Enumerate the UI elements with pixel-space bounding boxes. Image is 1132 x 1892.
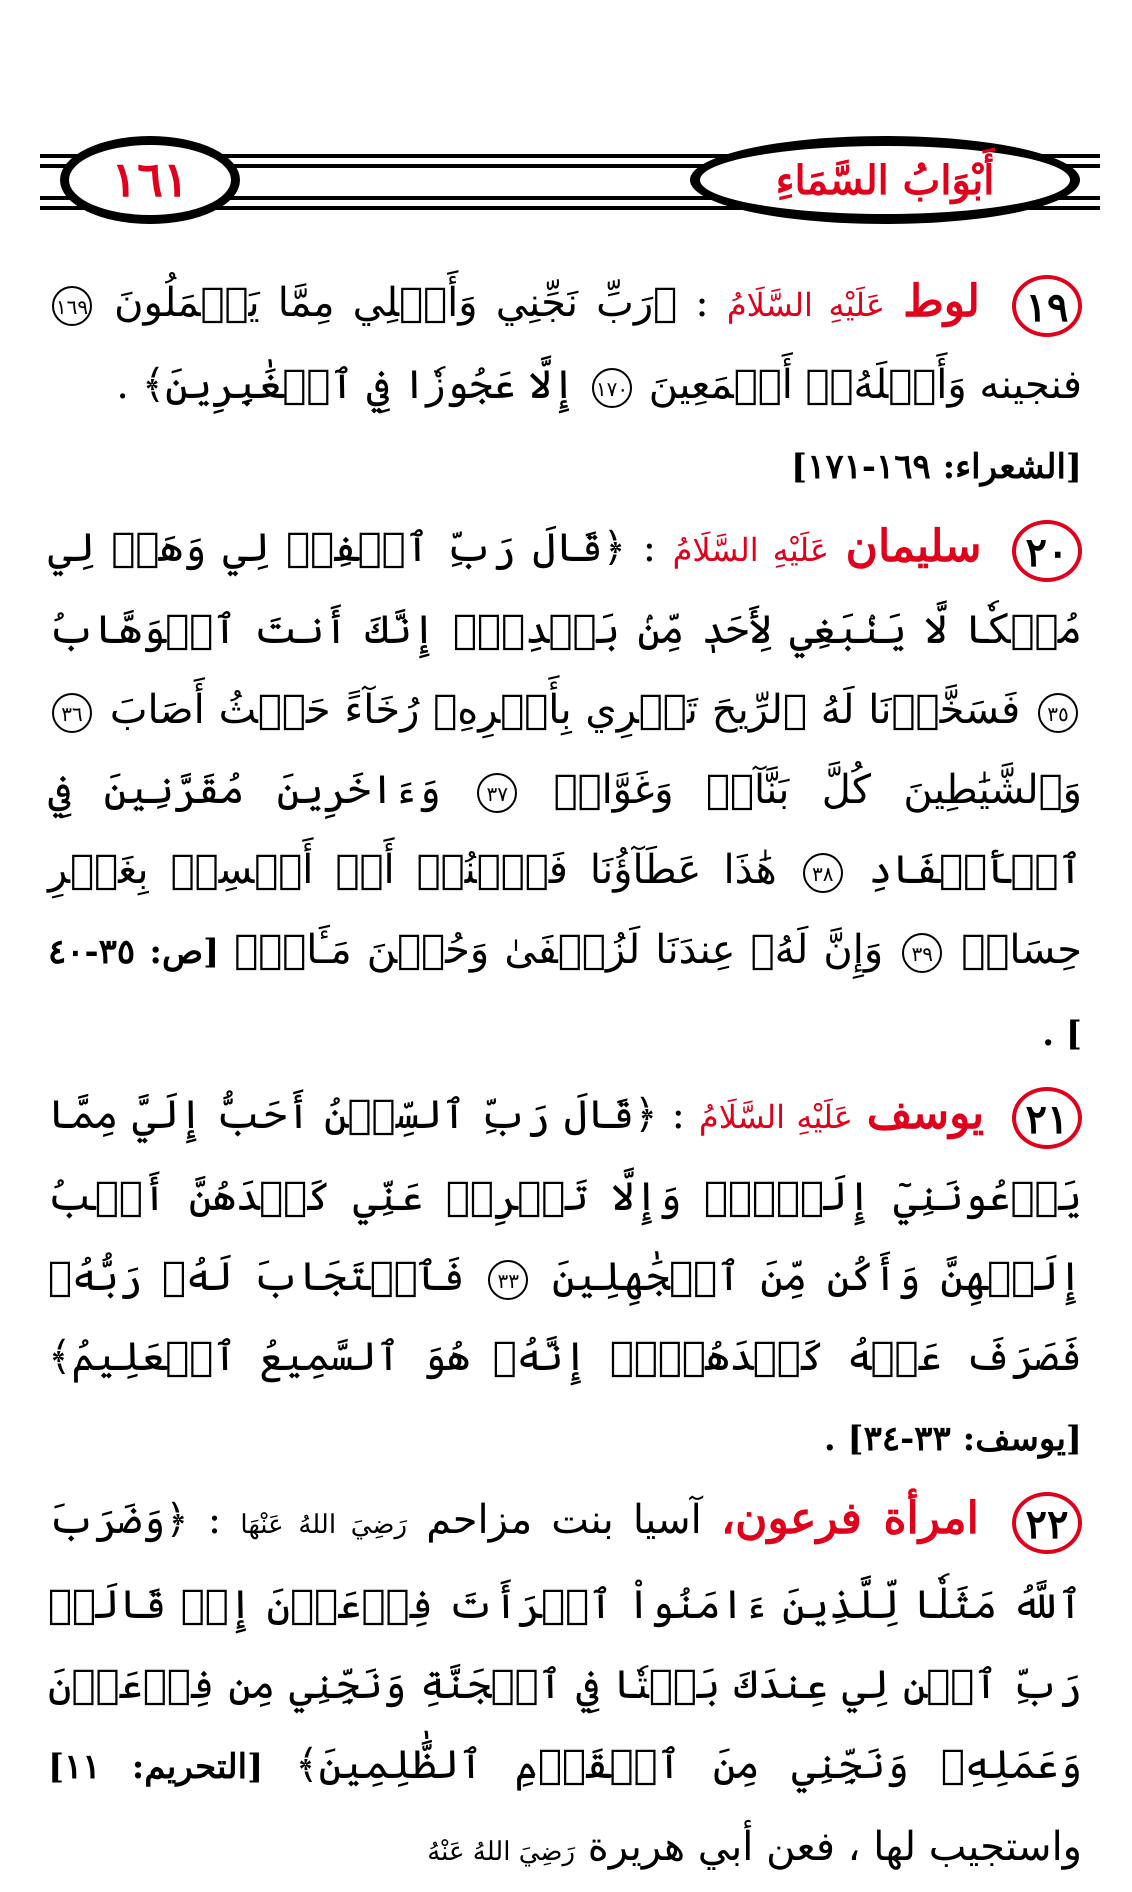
person-name: امرأة فرعون، [720,1493,979,1544]
separator: : [677,280,709,326]
quran-text: وَإِنَّ لَهُۥ عِندَنَا لَزُلۡفَىٰ وَحُسۡنَ مَـَٔابٖ﴾ [234,927,884,973]
entry-number: ٢١ [1012,1087,1082,1149]
quran-text: فنجينه وَأَهۡلَهُۥٓ أَجۡمَعِينَ [648,362,1082,408]
entry-19 [48,262,1082,425]
honorific: عَلَيْهِ السَّلَامُ [726,286,885,324]
honorific: رَضِيَ اللهُ عَنْهَا [240,1510,408,1540]
ayah-number: ٣٦ [52,693,92,733]
quran-text: ﴿قَالَ رَبِّ ٱلسِّجۡنُ أَحَبُّ إِلَيَّ مِمَّا يَدۡعُونَنِيٓ إِلَيۡهِۖ وَإِلَّا تَصۡرِفۡ عَنِّي كَيۡدَهُنَّ أَصۡبُ إِلَيۡهِنَّ وَأَكُن مِّنَ ٱلۡجَٰهِلِينَ [48,1092,1082,1300]
quran-text: ﴿رَبِّ نَجِّنِي وَأَهۡلِي مِمَّا يَعۡمَلُونَ [114,280,678,326]
honorific: عَلَيْهِ السَّلَامُ [698,1098,853,1136]
page-number-oval [60,136,240,224]
prophet-name: سليمان [845,521,982,572]
ayah-number: ١٧٠ [592,368,632,408]
separator: : [188,1497,222,1543]
ayah-number: ٣٥ [1038,693,1078,733]
page-body [48,262,1082,1892]
surah-reference: [يوسف: ٣٣-٣٤] . [823,1419,1082,1459]
entry-22 [48,1479,1082,1892]
quran-text: ﴿قَالَ رَبِّ ٱغۡفِرۡ لِي وَهَبۡ لِي مُلۡكٗا لَّا يَنۢبَغِي لِأَحَدٖ مِّنۢ بَعۡدِيٓۖ إِنَّكَ أَنتَ ٱلۡوَهَّابُ [48,525,1082,653]
prophet-name: لوط [903,276,980,327]
person-intro: آسيا بنت مزاحم [426,1497,702,1543]
narration-text: واستجيب لها ، فعن أبي هريرة [587,1824,1082,1870]
surah-reference: [التحريم: ١١] [48,1747,264,1787]
quran-text: وَءَاخَرِينَ مُقَرَّنِينَ فِي ٱلۡأَصۡفَادِ [48,767,1082,893]
entry-number: ٢٠ [1012,520,1082,582]
chapter-title-oval [690,136,1080,224]
surah-reference: [ص: ٣٥-٤٠ ] . [48,932,1082,1054]
reference-line [48,425,1082,507]
entry-number: ٢٢ [1012,1492,1082,1554]
prophet-name: يوسف [866,1088,985,1139]
page-number: ١٦١ [111,152,189,208]
honorific: رَضِيَ اللهُ عَنْهُ [427,1837,576,1867]
entry-21 [48,1074,1082,1479]
surah-reference: [الشعراء: ١٦٩-١٧١] [790,447,1082,487]
quran-text: إِلَّا عَجُوزٗا فِي ٱلۡغَٰبِرِينَ﴾ . [116,362,576,408]
chapter-title: أَبْوَابُ السَّمَاءِ [775,156,995,204]
quran-text: فَٱسۡتَجَابَ لَهُۥ رَبُّهُۥ فَصَرَفَ عَنۡهُ كَيۡدَهُنَّۚ إِنَّهُۥ هُوَ ٱلسَّمِيعُ ٱلۡعَلِيمُ﴾ [48,1254,1082,1380]
quran-text: وَٱلشَّيَٰطِينَ كُلَّ بَنَّآءٖ وَغَوَّاصٖ [553,767,1082,813]
ayah-number: ٣٣ [488,1260,528,1300]
ayah-number: ٣٩ [902,933,942,973]
page-header [40,130,1100,230]
separator: : [657,1092,685,1138]
quran-text: ﴿وَضَرَبَ ٱللَّهُ مَثَلٗا لِّلَّذِينَ ءَامَنُواْ ٱمۡرَأَتَ فِرۡعَوۡنَ إِذۡ قَالَتۡ رَبِّ ٱبۡنِ لِي عِندَكَ بَيۡتٗا فِي ٱلۡجَنَّةِ وَنَجِّنِي مِن فِرۡعَوۡنَ وَعَمَلِهِۦ وَنَجِّنِي مِنَ ٱلۡقَوۡمِ ٱلظَّٰلِمِينَ﴾ [48,1497,1083,1788]
ayah-number: ١٦٩ [52,286,92,326]
quran-text: فَسَخَّرۡنَا لَهُ ٱلرِّيحَ تَجۡرِي بِأَمۡرِهِۦ رُخَآءً حَيۡثُ أَصَابَ [109,687,1021,733]
quran-text: هَٰذَا عَطَآؤُنَا فَٱمۡنُنۡ أَوۡ أَمۡسِكۡ بِغَيۡرِ حِسَابٖ [48,847,1083,973]
honorific: عَلَيْهِ السَّلَامُ [672,531,830,569]
entry-20 [48,507,1082,1074]
ayah-number: ٣٨ [803,853,843,893]
entry-number: ١٩ [1012,275,1082,337]
separator: : [626,525,657,571]
ayah-number: ٣٧ [477,773,517,813]
